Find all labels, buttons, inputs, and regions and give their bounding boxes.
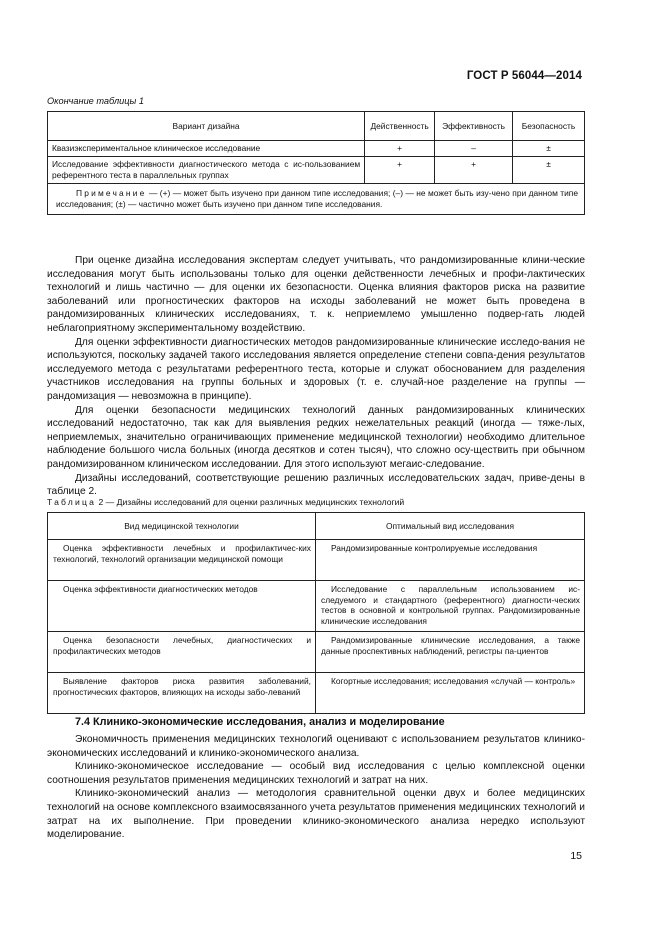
paragraph: Дизайны исследований, соответствующие решению различных исследовательских задач, приве-дены в таблице 2. [47, 472, 585, 498]
body-text-block-2 [47, 733, 585, 842]
table1-header-cell: Эффективность [435, 112, 513, 141]
table2-cell-text: Выявление факторов риска развития заболеваний, прогностических факторов, влияющих на исходы забо-леваний [53, 676, 311, 697]
table2-cell [48, 673, 316, 714]
table2-caption-text: 2 — Дизайны исследований для оценки различных медицинских технологий [96, 497, 405, 507]
table2-cell-text: Оценка эффективности диагностических методов [63, 584, 258, 594]
table1-cell: – [435, 141, 513, 157]
page-number: 15 [570, 850, 582, 862]
table1-note [48, 184, 585, 215]
table1-header-cell: Вариант дизайна [48, 112, 365, 141]
table2-cell-text: Рандомизированные клинические исследования, а также данные проспективных наблюдений, регистры па-циентов [321, 635, 580, 656]
table2-cell [316, 581, 585, 632]
table1-cell: + [365, 141, 435, 157]
table2-cell-text: Оценка безопасности лечебных, диагностических и профилактических методов [53, 635, 311, 656]
table2-cell-text: Рандомизированные контролируемые исследования [331, 543, 538, 553]
paragraph: Для оценки безопасности медицинских технологий данных рандомизированных клинических исследований недостаточно, так как для выявления редких нежелательных реакций (иногда — тяже-лых, неприемлемых, значительно ограничивающих применение медицинской технологии) необходимо длительное наблюдение большого числа больных (иногда десятков и сотен тысяч), что сложно осу-ществить при обычном рандомизированном клиническом исследовании. Для этого используют мегаис-следование. [47, 404, 585, 470]
table2-header-cell: Оптимальный вид исследования [316, 513, 585, 540]
table-row [48, 540, 585, 581]
table-2 [47, 512, 585, 714]
table1-cell: ± [513, 157, 585, 184]
table2-header-row [48, 513, 585, 540]
table-row [48, 673, 585, 714]
paragraph: При оценке дизайна исследования экспертам следует учитывать, что рандомизированные клини-ческие исследования могут быть использованы только для оценки действенности лечебных и профи-лактических технологий и лишь частично — для оценки их безопасности. Оценка влияния факторов риска на развитие заболеваний или прогностических факторов на исходы заболеваний не может быть проведена в рандомизированных клинических исследованиях, т. к. неприемлемо умышленно подвер-гать людей неблагоприятному экспериментальному воздействию. [47, 255, 585, 334]
table1-cell: ± [513, 141, 585, 157]
document-standard-number: ГОСТ Р 56044—2014 [466, 70, 582, 82]
section-title: 7.4 Клинико-экономические исследования, анализ и моделирование [75, 716, 445, 728]
table1-cell: Квазиэкспериментальное клиническое исследование [48, 141, 365, 157]
paragraph: Клинико-экономический анализ — методология сравнительной оценки двух и более медицинских технологий на основе комплексного взаимосвязанного учета результатов применения медицинских технологий и затрат на их выполнение. При проведении клинико-экономического анализа нередко используют моделирование. [47, 788, 585, 841]
table1-cell: Исследование эффективности диагностического метода с ис-пользованием референтного теста в параллельных группах [48, 157, 365, 184]
table2-cell [48, 581, 316, 632]
table1-header-cell: Действенность [365, 112, 435, 141]
table2-cell [316, 632, 585, 673]
table-row [48, 141, 585, 157]
table1-header-row [48, 112, 585, 141]
table2-cell-text: Оценка эффективности лечебных и профилактичес-ких технологий, технологий организации медицинской помощи [53, 543, 311, 564]
table1-cell: + [365, 157, 435, 184]
table2-cell-text: Когортные исследования; исследования «случай — контроль» [331, 676, 576, 686]
table-1 [47, 111, 585, 215]
table2-cell [316, 540, 585, 581]
table1-note-row [48, 184, 585, 215]
table-row [48, 581, 585, 632]
table1-caption: Окончание таблицы 1 [47, 96, 144, 106]
table2-cell [316, 673, 585, 714]
table-row [48, 632, 585, 673]
paragraph: Для оценки эффективности диагностических методов рандомизированные клинические исследо-вания не используются, поскольку задачей такого исследования является определение степени совпа-дения результатов исследуемого метода с результатами референтного теста, которые и служат обоснованием для разделения участников исследования на группы больных и здоровых (т. е. случай-ное разделение на группы — рандомизация — невозможна в принципе). [47, 336, 585, 402]
table2-cell-text: Исследование с параллельным использованием ис-следуемого и стандартного (референтного) диагности-ческих тестов в основной и контрольной группах. Рандомизированные клинические исследования [321, 584, 580, 626]
table2-caption [47, 497, 404, 507]
table2-cell [48, 540, 316, 581]
table1-note-text: — (+) — может быть изучено при данном типе исследования; (–) — не может быть изу-чено при данном типе исследования; (±) — частично может быть изучено при данном типе исследования. [56, 188, 578, 209]
paragraph: Экономичность применения медицинских технологий оценивают с использованием результатов клинико-экономических исследований и клинико-экономического анализа. [47, 734, 585, 759]
table2-cell [48, 632, 316, 673]
table1-cell: + [435, 157, 513, 184]
table1-header-cell: Безопасность [513, 112, 585, 141]
body-text-block-1 [47, 254, 585, 499]
table2-header-cell: Вид медицинской технологии [48, 513, 316, 540]
table-row [48, 157, 585, 184]
table1-note-label: Примечание [76, 188, 147, 198]
paragraph: Клинико-экономическое исследование — особый вид исследования с целью комплексной оценки соотношения результатов применения медицинских технологий и затрат на них. [47, 761, 585, 786]
table2-caption-label: Таблица [47, 497, 97, 507]
